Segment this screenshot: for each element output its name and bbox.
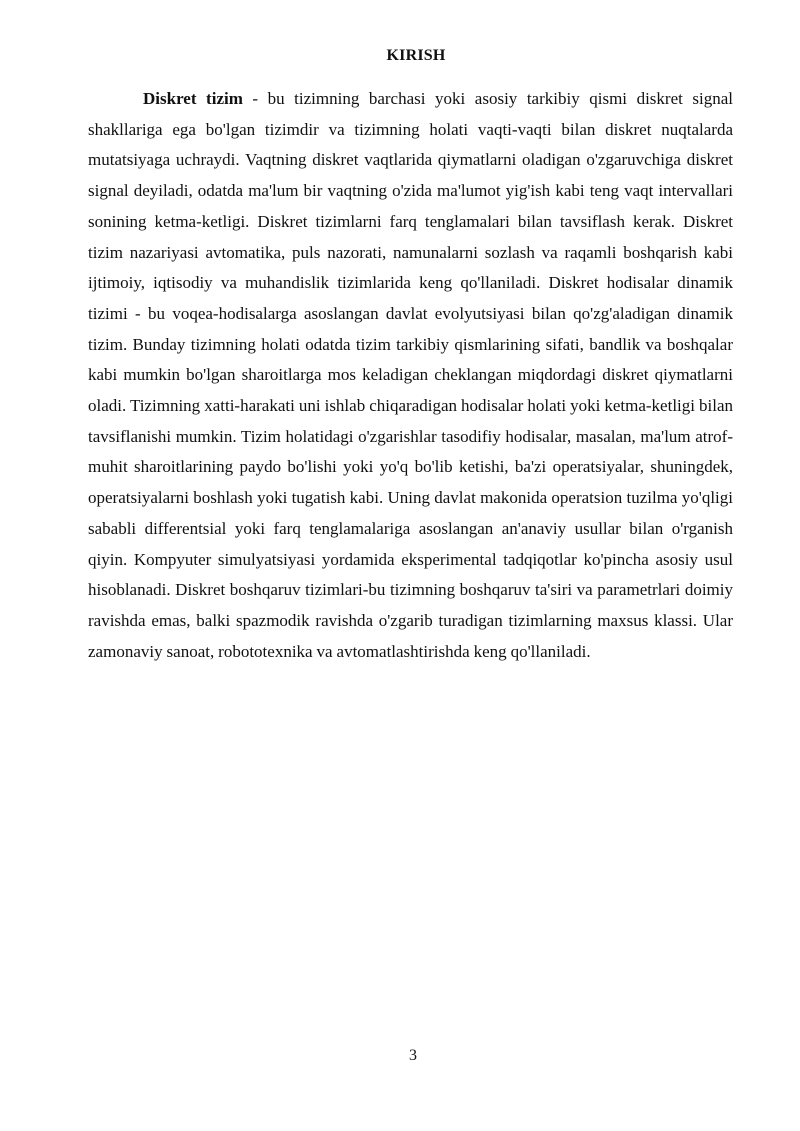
lead-term: Diskret tizim xyxy=(143,89,243,108)
page-number: 3 xyxy=(409,1047,417,1064)
paragraph-body: - bu tizimning barchasi yoki asosiy tarkibiy qismi diskret signal shakllariga ega bo'lgan tizimdir va tizimning holati vaqti-vaqti bilan diskret nuqtalarda mutatsiyaga uchraydi. Vaqtning diskret vaqtlarida qiymatlarni oladigan o'zgaruvchiga diskret signal deyiladi, odatda ma'lum bir vaqtning o'zida ma'lumot yig'ish kabi teng vaqt intervallari sonining ketma-ketligi. Diskret tizimlarni farq tenglamalari bilan tavsiflash kerak. Diskret tizim nazariyasi avtomatika, puls nazorati, namunalarni sozlash va raqamli boshqarish kabi ijtimoiy, iqtisodiy va muhandislik tizimlarida keng qo'llaniladi. Diskret hodisalar dinamik tizimi - bu voqea-hodisalarga asoslangan davlat evolyutsiyasi bilan qo'zg'aladigan dinamik tizim. Bunday tizimning holati odatda tizim tarkibiy qismlarining sifati, bandlik va boshqalar kabi mumkin bo'lgan sharoitlarga mos keladigan cheklangan miqdordagi diskret qiymatlarni oladi. Tizimning xatti-harakati uni ishlab chiqaradigan hodisalar holati yoki ketma-ketligi bilan tavsiflanishi mumkin. Tizim holatidagi o'zgarishlar tasodifiy hodisalar, masalan, ma'lum atrof-muhit sharoitlarining paydo bo'lishi yoki yo'q bo'lib ketishi, ba'zi operatsiyalar, shuningdek, operatsiyalarni boshlash yoki tugatish kabi. Uning davlat makonida operatsion tuzilma yo'qligi sababli differentsial yoki farq tenglamalariga asoslangan an'anaviy usullar bilan o'rganish qiyin. Kompyuter simulyatsiyasi yordamida eksperimental tadqiqotlar ko'pincha asosiy usul hisoblanadi. Diskret boshqaruv tizimlari-bu tizimning boshqaruv ta'siri va parametrlari doimiy ravishda emas, balki spazmodik ravishda o'zgarib turadigan tizimlarning maxsus klassi. Ular zamonaviy sanoat, robototexnika va avtomatlashtirishda keng qo'llaniladi. xyxy=(88,89,733,661)
page-title: KIRISH xyxy=(386,47,446,64)
intro-paragraph xyxy=(88,84,733,667)
